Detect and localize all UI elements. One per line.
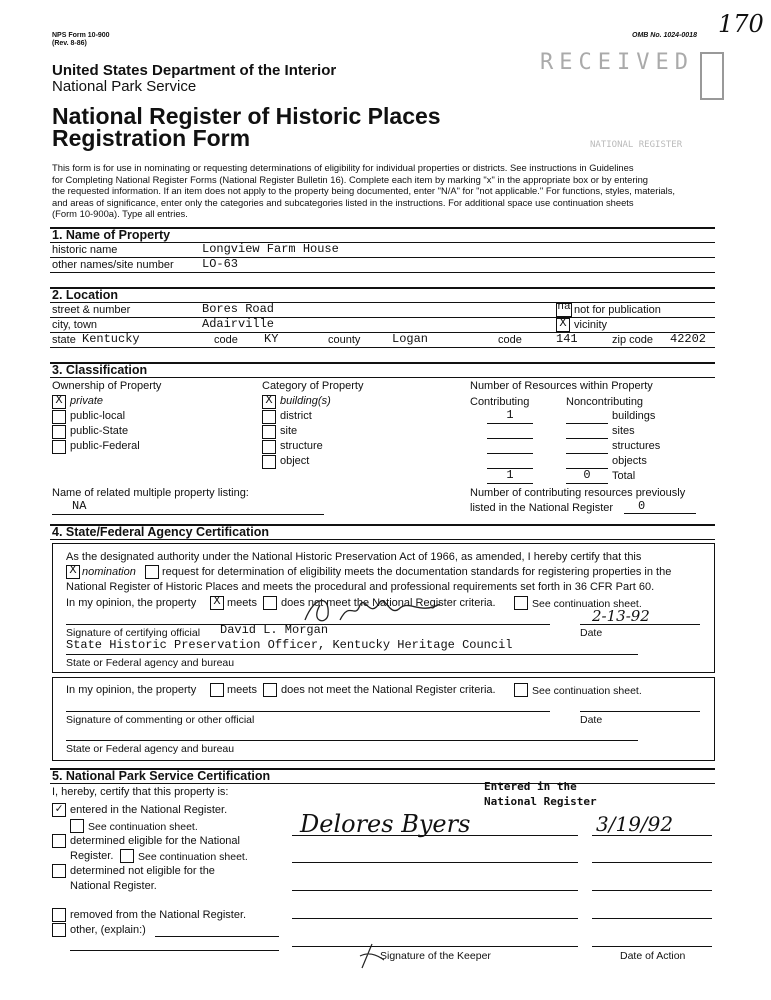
- instructions-line: and areas of significance, enter only the categories and subcategories listed in the instructions. For additional space use continuation sheets: [52, 196, 634, 208]
- not-eligible-label-2: National Register.: [70, 880, 157, 892]
- determined-eligible-label: determined eligible for the National: [70, 835, 240, 847]
- other-label: other, (explain:): [70, 924, 146, 936]
- instructions-line: for Completing National Register Forms (National Register Bulletin 16). Complete each item by marking "x" in the appropriate box or by entering: [52, 173, 648, 185]
- multiple-listing-label: Name of related multiple property listing:: [52, 487, 249, 499]
- register-stamp: NATIONAL REGISTER: [590, 140, 683, 150]
- instructions-line: This form is for use in nominating or requesting determinations of eligibility for individual properties or districts. See instructions in Guidelines: [52, 162, 634, 173]
- zip-value[interactable]: 42202: [670, 332, 707, 346]
- see-continuation-checkbox-2[interactable]: [514, 683, 528, 697]
- divider: [50, 287, 715, 289]
- divider: [52, 514, 324, 515]
- opinion-text-2: In my opinion, the property: [66, 684, 197, 696]
- divider: [50, 362, 715, 364]
- street-value[interactable]: Bores Road: [202, 302, 275, 316]
- noncontributing-structures[interactable]: [566, 438, 608, 454]
- keeper-line: [292, 835, 578, 836]
- form-title: National Register of Historic Places: [52, 103, 441, 129]
- commenting-agency-label: State or Federal agency and bureau: [66, 743, 235, 755]
- see-continuation-checkbox[interactable]: [514, 596, 528, 610]
- state-code-label: code: [214, 334, 238, 346]
- cert-text-2: request for determination of eligibility meets the documentation standards for registering properties in the: [162, 566, 672, 578]
- noncontributing-total[interactable]: 0: [566, 468, 608, 484]
- entered-see-continuation-label: See continuation sheet.: [88, 821, 198, 833]
- ownership-heading: Ownership of Property: [52, 380, 162, 392]
- checkbox-mark: X: [559, 316, 567, 330]
- entered-checkbox[interactable]: [52, 803, 66, 817]
- handwritten-number: 170: [718, 10, 764, 38]
- county-code-label: code: [498, 334, 522, 346]
- nomination-label: nomination: [82, 566, 136, 578]
- noncontributing-objects[interactable]: [566, 453, 608, 469]
- category-heading: Category of Property: [262, 380, 364, 392]
- instructions: [52, 162, 712, 220]
- date-label: Date: [580, 627, 603, 639]
- checkbox-mark: X: [265, 393, 273, 407]
- entered-stamp-line-1: Entered in the: [484, 780, 577, 793]
- sites-label: sites: [612, 425, 635, 437]
- received-stamp: RECEIVED: [540, 50, 694, 75]
- noncontributing-buildings[interactable]: [566, 408, 608, 424]
- category-site-label: site: [280, 425, 298, 437]
- service-name: National Park Service: [52, 78, 197, 95]
- signature-label: Signature of certifying official: [66, 627, 201, 639]
- action-date[interactable]: 3/19/92: [596, 812, 674, 836]
- meets-label-2: meets: [227, 684, 257, 696]
- meets-label: meets: [227, 597, 257, 609]
- removed-checkbox[interactable]: [52, 908, 66, 922]
- category-building-checkbox[interactable]: [262, 395, 276, 409]
- previously-listed-label: Number of contributing resources previously: [470, 487, 686, 499]
- entered-stamp-line-2: National Register: [484, 795, 597, 808]
- other-names-label: other names/site number: [52, 259, 174, 271]
- eligible-see-continuation-checkbox[interactable]: [120, 849, 134, 863]
- request-checkbox[interactable]: [145, 565, 159, 579]
- previously-listed-label-2: listed in the National Register: [470, 502, 614, 514]
- divider: [50, 332, 715, 333]
- signature-line: [66, 711, 550, 712]
- does-not-meet-checkbox-2[interactable]: [263, 683, 277, 697]
- keeper-line: [292, 890, 578, 891]
- category-object-checkbox[interactable]: [262, 455, 276, 469]
- ownership-public-local-label: public-local: [70, 410, 126, 422]
- instructions-line: (Form 10-900a). Type all entries.: [52, 208, 188, 220]
- ownership-private-label: private: [70, 395, 104, 407]
- agency-line: [66, 740, 638, 741]
- checkbox-mark: ✓: [55, 802, 63, 816]
- other-checkbox[interactable]: [52, 923, 66, 937]
- county-code-value[interactable]: 141: [556, 332, 578, 346]
- section-2-heading: 2. Location: [52, 288, 118, 302]
- form-revision: (Rev. 8-86): [52, 40, 87, 47]
- state-label: state: [52, 334, 76, 346]
- agency-label: State or Federal agency and bureau: [66, 657, 235, 669]
- date-line: [580, 711, 700, 712]
- divider: [50, 377, 715, 378]
- category-structure-label: structure: [280, 440, 323, 452]
- noncontributing-sites[interactable]: [566, 423, 608, 439]
- action-date-label: Date of Action: [620, 950, 686, 962]
- section-4-heading: 4. State/Federal Agency Certification: [52, 525, 269, 539]
- section-3-heading: 3. Classification: [52, 363, 148, 377]
- keeper-line: [292, 862, 578, 863]
- checkbox-mark: X: [69, 563, 77, 577]
- other-line: [70, 950, 279, 951]
- keeper-line: [292, 946, 578, 947]
- signature-name: David L. Morgan: [220, 623, 329, 637]
- stamp-bracket: [700, 52, 724, 100]
- does-not-meet-label: does not meet the National Register criteria.: [281, 597, 496, 609]
- cert-text-1: As the designated authority under the National Historic Preservation Act of 1966, as amended, I hereby certify that this: [66, 551, 642, 563]
- form-id: NPS Form 10-900: [52, 32, 110, 39]
- omb-number: OMB No. 1024-0018: [632, 32, 697, 39]
- keeper-intro: I, hereby, certify that this property is:: [52, 786, 229, 798]
- meets-checkbox-2[interactable]: [210, 683, 224, 697]
- city-value[interactable]: Adairville: [202, 317, 275, 331]
- not-eligible-label: determined not eligible for the: [70, 865, 215, 877]
- divider: [50, 347, 715, 348]
- form-subtitle: Registration Form: [52, 125, 251, 151]
- not-for-publication-checkbox[interactable]: [556, 303, 572, 317]
- category-object-label: object: [280, 455, 310, 467]
- previously-listed-value[interactable]: 0: [624, 499, 696, 514]
- commenting-signature-label: Signature of commenting or other official: [66, 714, 255, 726]
- checkbox-mark: X: [55, 393, 63, 407]
- keeper-line: [292, 918, 578, 919]
- resources-heading: Number of Resources within Property: [470, 380, 653, 392]
- keeper-signature: Delores Byers: [300, 810, 471, 838]
- not-for-publication-label: not for publication: [574, 304, 661, 316]
- contributing-heading: Contributing: [470, 396, 530, 408]
- certification-date[interactable]: 2-13-92: [592, 607, 650, 625]
- entered-label: entered in the National Register.: [70, 804, 228, 816]
- divider: [50, 242, 715, 243]
- category-structure-checkbox[interactable]: [262, 440, 276, 454]
- removed-label: removed from the National Register.: [70, 909, 247, 921]
- section-1-heading: 1. Name of Property: [52, 228, 171, 242]
- meets-checkbox[interactable]: [210, 596, 224, 610]
- see-continuation-label: See continuation sheet.: [532, 598, 642, 610]
- ownership-public-local-checkbox[interactable]: [52, 410, 66, 424]
- ownership-public-federal-checkbox[interactable]: [52, 440, 66, 454]
- commenting-date-label: Date: [580, 714, 603, 726]
- date-line: [580, 624, 700, 625]
- nomination-checkbox[interactable]: [66, 565, 80, 579]
- noncontributing-heading: Noncontributing: [566, 396, 644, 408]
- agency-value[interactable]: State Historic Preservation Officer, Kentucky Heritage Council: [66, 638, 513, 652]
- divider: [50, 272, 715, 273]
- opinion-text: In my opinion, the property: [66, 597, 197, 609]
- action-line: [592, 862, 712, 863]
- city-label: city, town: [52, 319, 98, 331]
- checkbox-mark: X: [213, 594, 221, 608]
- total-label: Total: [612, 470, 636, 482]
- state-code-value[interactable]: KY: [264, 332, 279, 346]
- multiple-listing-value[interactable]: NA: [72, 499, 87, 513]
- cert-text-3: National Register of Historic Places and meets the procedural and professional requirements set forth in 36 CFR Part 60.: [66, 581, 655, 593]
- divider: [50, 539, 715, 540]
- ownership-public-state-label: public-State: [70, 425, 129, 437]
- divider: [50, 302, 715, 303]
- street-label: street & number: [52, 304, 131, 316]
- ownership-public-state-checkbox[interactable]: [52, 425, 66, 439]
- register-label: Register.: [70, 850, 114, 862]
- contributing-objects[interactable]: [487, 453, 533, 469]
- other-names-value[interactable]: LO-63: [202, 257, 239, 271]
- vicinity-label: vicinity: [574, 319, 608, 331]
- state-value[interactable]: Kentucky: [82, 332, 140, 346]
- see-continuation-label-2: See continuation sheet.: [532, 685, 642, 697]
- keeper-label: Signature of the Keeper: [380, 950, 491, 962]
- determined-eligible-checkbox[interactable]: [52, 834, 66, 848]
- action-line: [592, 890, 712, 891]
- department-name: United States Department of the Interior: [52, 62, 337, 79]
- contributing-structures[interactable]: [487, 438, 533, 454]
- category-district-checkbox[interactable]: [262, 410, 276, 424]
- checkbox-mark: na: [557, 301, 571, 313]
- historic-name-label: historic name: [52, 244, 118, 256]
- buildings-label: buildings: [612, 410, 656, 422]
- county-value[interactable]: Logan: [392, 332, 429, 346]
- category-district-label: district: [280, 410, 312, 422]
- contributing-buildings[interactable]: 1: [487, 408, 533, 424]
- eligible-see-continuation-label: See continuation sheet.: [138, 851, 248, 863]
- does-not-meet-checkbox[interactable]: [263, 596, 277, 610]
- objects-label: objects: [612, 455, 647, 467]
- does-not-meet-label-2: does not meet the National Register criteria.: [281, 684, 496, 696]
- category-building-label: building(s): [280, 395, 331, 407]
- divider: [50, 783, 715, 784]
- historic-name-value[interactable]: Longview Farm House: [202, 242, 339, 256]
- not-eligible-checkbox[interactable]: [52, 864, 66, 878]
- county-label: county: [328, 334, 361, 346]
- vicinity-checkbox[interactable]: [556, 318, 570, 332]
- section-5-heading: 5. National Park Service Certification: [52, 769, 271, 783]
- contributing-sites[interactable]: [487, 423, 533, 439]
- category-site-checkbox[interactable]: [262, 425, 276, 439]
- action-line: [592, 835, 712, 836]
- agency-line: [66, 654, 638, 655]
- action-line: [592, 918, 712, 919]
- ownership-private-checkbox[interactable]: [52, 395, 66, 409]
- entered-see-continuation-checkbox[interactable]: [70, 819, 84, 833]
- contributing-total[interactable]: 1: [487, 468, 533, 484]
- instructions-line: the requested information. If an item does not apply to the property being documented, enter "N/A" for "not applicable." For functions, styles, materials,: [52, 185, 676, 197]
- other-line: [155, 936, 279, 937]
- ownership-public-federal-label: public-Federal: [70, 440, 140, 452]
- divider: [50, 317, 715, 318]
- zip-label: zip code: [612, 334, 653, 346]
- action-line: [592, 946, 712, 947]
- structures-label: structures: [612, 440, 661, 452]
- initials-mark: [358, 942, 388, 972]
- divider: [50, 257, 715, 258]
